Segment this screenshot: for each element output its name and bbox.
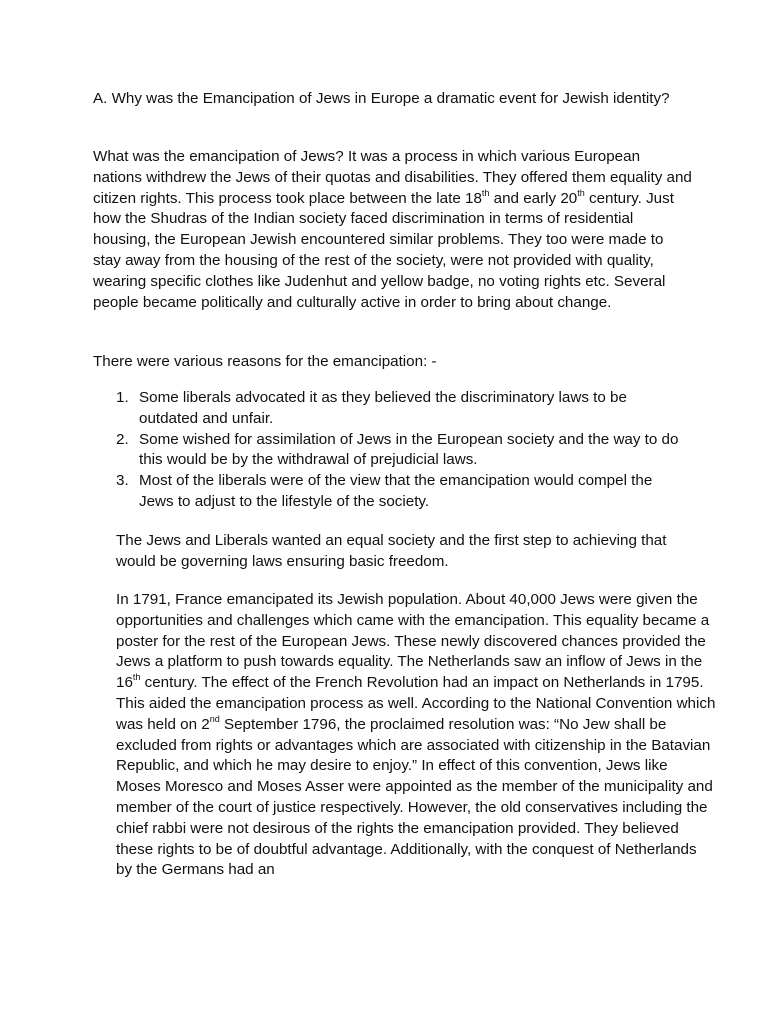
list-number: 2.	[116, 430, 129, 448]
reasons-intro: There were various reasons for the emancipation: -	[93, 353, 437, 370]
list-item	[116, 430, 686, 472]
paragraph-text: September 1796, the proclaimed resolution was: “No Jew shall be excluded from rights or advantages which are associated with citizenship in the Batavian Republic, and which he may desire to enjoy.” In effect of this convention, Jews like Moses Moresco and Moses Asser were appointed as the member of the municipality and member of the court of justice respectively. However, the old conservatives including the chief rabbi were not desirous of the rights the emancipation provided. They believed these rights to be of doubtful advantage. Additionally, with the conquest of Netherlands by the Germans had an	[116, 715, 713, 879]
list-item	[116, 388, 686, 430]
paragraph-text: What was the emancipation of Jews? It was a process in which various European nations withdrew the Jews of their quotas and disabilities. They offered them equality and citizen rights. This process took place between the late 18	[93, 148, 692, 207]
paragraph-france-1791	[116, 590, 716, 881]
superscript: th	[132, 672, 141, 683]
paragraph-text: century. The effect of the French Revolution had an impact on Netherlands in 1795. This aided the emancipation process as well. According to the National Convention which was held on 2	[116, 674, 716, 733]
list-item-text: Most of the liberals were of the view that the emancipation would compel the Jews to adjust to the lifestyle of the society.	[139, 472, 653, 510]
superscript: nd	[209, 713, 220, 724]
list-item-text: Some liberals advocated it as they believed the discriminatory laws to be outdated and unfair.	[139, 389, 627, 427]
paragraph-text: century. Just how the Shudras of the Indian society faced discrimination in terms of residential housing, the European Jewish encountered similar problems. They too were made to stay away from the housing of the rest of the society, were not provided with quality, wearing specific clothes like Judenhut and yellow badge, no voting rights etc. Several people became politically and culturally active in order to bring about change.	[93, 189, 674, 311]
paragraph-liberals: The Jews and Liberals wanted an equal society and the first step to achieving that would be governing laws ensuring basic freedom.	[116, 532, 667, 570]
reasons-list	[116, 388, 686, 513]
document-heading: A. Why was the Emancipation of Jews in Europe a dramatic event for Jewish identity?	[93, 90, 670, 107]
paragraph-text: and early 20	[489, 189, 578, 207]
paragraph-text: In 1791, France emancipated its Jewish population. About 40,000 Jews were given the opportunities and challenges which came with the emancipation. This equality became a poster for the rest of the European Jews. These newly discovered chances provided the Jews a platform to push towards equality. The Netherlands saw an inflow of Jews in the 16	[116, 591, 710, 692]
list-item	[116, 471, 686, 513]
superscript: th	[481, 187, 490, 198]
list-number: 3.	[116, 472, 129, 490]
list-item-text: Some wished for assimilation of Jews in the European society and the way to do this would be by the withdrawal of prejudicial laws.	[139, 430, 679, 469]
paragraph-emancipation-definition	[93, 147, 693, 313]
superscript: th	[577, 187, 585, 198]
list-number: 1.	[116, 389, 129, 406]
